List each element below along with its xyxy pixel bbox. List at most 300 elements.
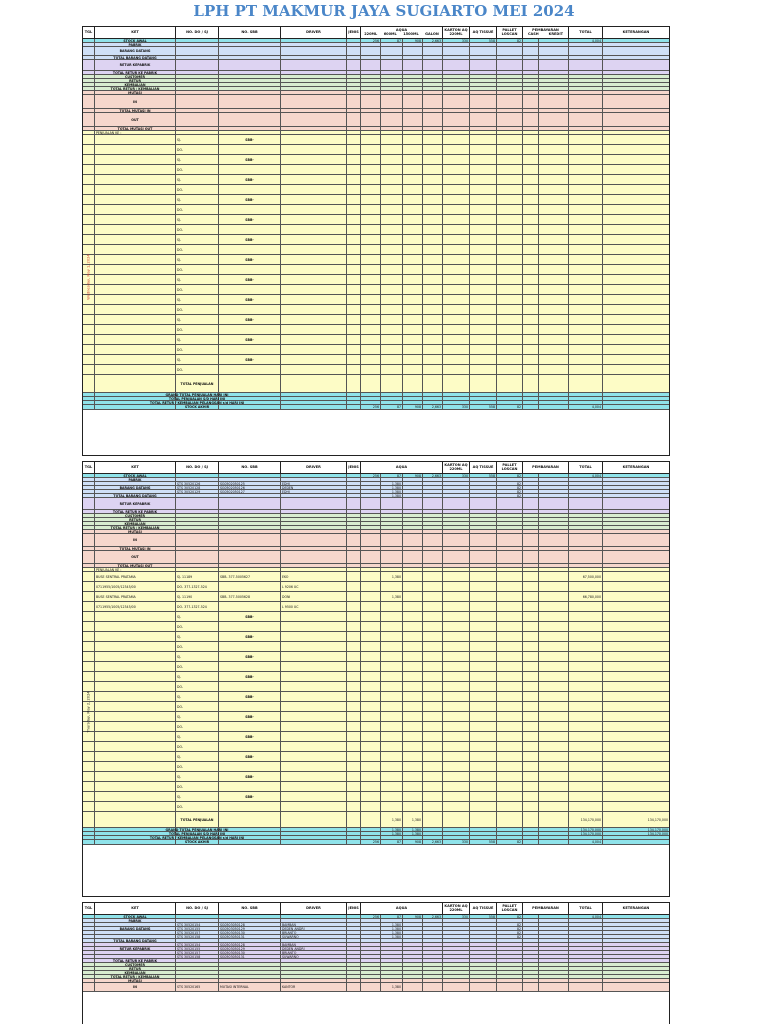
cell-tot — [569, 195, 603, 204]
cell-pal — [497, 534, 523, 546]
cell-a4 — [423, 355, 443, 364]
cell-sbb — [219, 75, 281, 78]
cell-a3 — [403, 652, 423, 661]
cell-p2 — [539, 245, 569, 254]
cell-a4 — [423, 91, 443, 94]
cell-do: DO- 377-1327-524 — [176, 602, 219, 611]
cell-a2: 1,380 — [381, 494, 403, 497]
cell-tgl — [83, 405, 95, 409]
cell-drv — [281, 662, 347, 671]
cell-kar — [443, 87, 470, 90]
cell-pal: 82 — [497, 39, 523, 42]
cell-tgl — [83, 592, 95, 601]
cell-a3 — [403, 568, 423, 571]
cell-p2 — [539, 836, 569, 839]
cell-kar — [443, 592, 470, 601]
cell-p2 — [539, 582, 569, 591]
cell-do: SJ- — [176, 792, 219, 801]
cell-jen — [347, 971, 361, 974]
cell-pal — [497, 642, 523, 651]
cell-jen — [347, 572, 361, 581]
cell-tot — [569, 83, 603, 86]
cell-pal — [497, 195, 523, 204]
cell-p2 — [539, 401, 569, 404]
cell-kar — [443, 959, 470, 962]
cell-a1 — [361, 285, 381, 294]
cell-ket — [95, 622, 176, 631]
cell-kt — [603, 963, 669, 966]
cell-drv — [281, 345, 347, 354]
cell-a2: 87 — [381, 840, 403, 844]
cell-aq — [470, 155, 497, 164]
cell-a2 — [381, 131, 403, 134]
cell-ket — [95, 782, 176, 791]
cell-a2 — [381, 255, 403, 264]
cell-p2 — [539, 75, 569, 78]
cell-pal — [497, 131, 523, 134]
cell-a1 — [361, 325, 381, 334]
cell-jen — [347, 534, 361, 546]
cell-a3 — [403, 592, 423, 601]
cell-do — [176, 547, 219, 550]
cell-kar — [443, 510, 470, 513]
cell-jen — [347, 474, 361, 477]
cell-p2 — [539, 622, 569, 631]
cell-do: SJ- — [176, 135, 219, 144]
cell-kar — [443, 522, 470, 525]
cell-tot — [569, 135, 603, 144]
cell-pal — [497, 530, 523, 533]
cell-kar — [443, 145, 470, 154]
cell-a2: 1,380 — [381, 935, 403, 938]
cell-aq — [470, 490, 497, 493]
cell-aq — [470, 547, 497, 550]
cell-pal — [497, 712, 523, 721]
cell-ket — [95, 235, 176, 244]
cell-pal — [497, 79, 523, 82]
cell-aq — [470, 335, 497, 344]
cell-a1 — [361, 518, 381, 521]
cell-a1: 256 — [361, 39, 381, 42]
cell-aq — [470, 175, 497, 184]
cell-tot — [569, 265, 603, 274]
sales-sj-row — [83, 672, 669, 682]
cell-pal — [497, 602, 523, 611]
cell-drv — [281, 56, 347, 59]
cell-p2 — [539, 510, 569, 513]
cell-a2 — [381, 692, 403, 701]
cell-a4 — [423, 652, 443, 661]
cell-kar: 330 — [443, 474, 470, 477]
cell-ket — [95, 155, 176, 164]
cell-tgl — [83, 75, 95, 78]
cell-do — [176, 474, 219, 477]
sales-sj-row — [83, 275, 669, 285]
cell-aq — [470, 355, 497, 364]
cell-a1 — [361, 927, 381, 930]
cell-p1 — [523, 828, 539, 831]
cell-ket — [95, 295, 176, 304]
cell-jen — [347, 943, 361, 946]
cell-a2 — [381, 185, 403, 194]
cell-p1 — [523, 971, 539, 974]
cell-p1 — [523, 530, 539, 533]
cell-drv — [281, 75, 347, 78]
cell-do: SJ- — [176, 752, 219, 761]
cell-jen — [347, 551, 361, 563]
cell-a4 — [423, 335, 443, 344]
sales-do-row — [83, 245, 669, 255]
cell-kt — [603, 397, 669, 400]
cell-p1 — [523, 692, 539, 701]
cell-a2 — [381, 534, 403, 546]
cell-kt — [603, 285, 669, 294]
cell-a1 — [361, 812, 381, 827]
cell-p2 — [539, 915, 569, 918]
cell-a1 — [361, 215, 381, 224]
cell-jen — [347, 939, 361, 942]
cell-do: DO- — [176, 702, 219, 711]
cell-kt — [603, 712, 669, 721]
cell-drv — [281, 71, 347, 74]
cell-p1 — [523, 979, 539, 982]
cell-aq — [470, 919, 497, 922]
cell-jen — [347, 155, 361, 164]
cell-kt — [603, 530, 669, 533]
cell-kar: 330 — [443, 39, 470, 42]
cell-p1 — [523, 215, 539, 224]
cell-p2 — [539, 235, 569, 244]
cell-p1 — [523, 752, 539, 761]
cell-jen — [347, 255, 361, 264]
cell-p1 — [523, 131, 539, 134]
cell-sbb: SBB- — [219, 712, 281, 721]
cell-p1 — [523, 482, 539, 485]
cell-kar — [443, 155, 470, 164]
cell-aq — [470, 530, 497, 533]
cell-a2 — [381, 662, 403, 671]
cell-do: SJ- — [176, 295, 219, 304]
cell-ket: BARANG DATANG — [95, 927, 176, 930]
cell-tot: 134,170,000 — [569, 832, 603, 835]
cell-pal — [497, 979, 523, 982]
cell-kt — [603, 405, 669, 409]
cell-kar — [443, 185, 470, 194]
cell-jen — [347, 923, 361, 926]
cell-a2 — [381, 215, 403, 224]
cell-sbb: SG0503050128 — [219, 943, 281, 946]
cell-kt — [603, 87, 669, 90]
cell-sbb — [219, 401, 281, 404]
cell-p1 — [523, 275, 539, 284]
cell-kar — [443, 494, 470, 497]
cell-p2 — [539, 979, 569, 982]
cell-a2 — [381, 113, 403, 126]
cell-a2 — [381, 752, 403, 761]
cell-a2 — [381, 95, 403, 108]
cell-a2: 87 — [381, 474, 403, 477]
cell-a2 — [381, 165, 403, 174]
cell-jen — [347, 752, 361, 761]
cell-a2 — [381, 205, 403, 214]
cell-p1 — [523, 345, 539, 354]
cell-ket: TOTAL RETUR / KEMBALIAN — [95, 87, 176, 90]
cell-drv — [281, 534, 347, 546]
cell-kt — [603, 915, 669, 918]
cell-a1 — [361, 47, 381, 55]
cell-a2 — [381, 355, 403, 364]
cell-a2 — [381, 56, 403, 59]
cell-tgl — [83, 83, 95, 86]
cell-kar — [443, 652, 470, 661]
cell-jen — [347, 375, 361, 392]
cell-p1 — [523, 951, 539, 954]
cell-a4 — [423, 514, 443, 517]
cell-ket: 0711955/1005/12345/00 — [95, 602, 176, 611]
cell-kar — [443, 135, 470, 144]
header-aqua: AQUA — [361, 462, 443, 473]
cell-pal — [497, 836, 523, 839]
cell-jen — [347, 75, 361, 78]
cell-p1 — [523, 83, 539, 86]
cell-tot — [569, 71, 603, 74]
cell-a3 — [403, 602, 423, 611]
header-sbb: NO. SBB — [219, 27, 281, 38]
cell-jen — [347, 568, 361, 571]
header-sbb: NO. SBB — [219, 903, 281, 914]
cell-tot — [569, 772, 603, 781]
cell-a4 — [423, 682, 443, 691]
cell-a1 — [361, 175, 381, 184]
cell-a4 — [423, 983, 443, 991]
cell-drv — [281, 39, 347, 42]
header-do: NO. DO / SJ — [176, 462, 219, 473]
cell-kar — [443, 195, 470, 204]
cell-kt — [603, 652, 669, 661]
cell-p2 — [539, 522, 569, 525]
cell-tot — [569, 145, 603, 154]
cell-a1 — [361, 490, 381, 493]
cell-ket — [95, 175, 176, 184]
header-kredit: KREDIT — [548, 31, 564, 36]
cell-jen — [347, 315, 361, 324]
cell-a3: 1,380 — [403, 812, 423, 827]
cell-tgl — [83, 401, 95, 404]
header-total: TOTAL — [569, 462, 603, 473]
cell-kt — [603, 255, 669, 264]
cell-p2 — [539, 498, 569, 509]
cell-tgl — [83, 534, 95, 546]
cell-drv — [281, 547, 347, 550]
cell-aq — [470, 295, 497, 304]
cell-a2 — [381, 762, 403, 771]
cell-p1 — [523, 175, 539, 184]
cell-a3 — [403, 145, 423, 154]
cell-sbb — [219, 915, 281, 918]
header-aqtissue: AQ TISSUE — [470, 462, 497, 473]
header-ket: KET — [95, 462, 176, 473]
cell-tot — [569, 397, 603, 400]
cell-sbb — [219, 113, 281, 126]
cell-ket: PABRIK — [95, 43, 176, 46]
cell-drv: DONI — [281, 592, 347, 601]
cell-do: DO- — [176, 265, 219, 274]
cell-jen — [347, 127, 361, 130]
cell-tgl — [83, 931, 95, 934]
cell-pal — [497, 225, 523, 234]
cell-a1 — [361, 109, 381, 112]
cell-a4 — [423, 490, 443, 493]
cell-sbb: SBB- — [219, 335, 281, 344]
cell-tgl — [83, 530, 95, 533]
cell-do: SJ- 11190 — [176, 592, 219, 601]
cell-drv — [281, 979, 347, 982]
cell-p1 — [523, 712, 539, 721]
cell-aq — [470, 963, 497, 966]
cell-p2 — [539, 175, 569, 184]
cell-aq — [470, 602, 497, 611]
cell-kar — [443, 951, 470, 954]
cell-tot — [569, 672, 603, 681]
cell-drv — [281, 175, 347, 184]
cell-kt — [603, 145, 669, 154]
cell-a1 — [361, 315, 381, 324]
barang-datang-row — [83, 47, 669, 56]
cell-kar — [443, 772, 470, 781]
cell-ket: BUSE SENTRAL PRATAMA — [95, 572, 176, 581]
cell-a1 — [361, 592, 381, 601]
cell-aq — [470, 235, 497, 244]
cell-jen — [347, 295, 361, 304]
cell-aq — [470, 652, 497, 661]
cell-a4 — [423, 60, 443, 70]
cell-a4 — [423, 612, 443, 621]
cell-do — [176, 131, 219, 134]
cell-a2 — [381, 526, 403, 529]
cell-kar — [443, 802, 470, 811]
cell-a2 — [381, 971, 403, 974]
cell-ket — [95, 612, 176, 621]
cell-pal — [497, 71, 523, 74]
cell-jen — [347, 245, 361, 254]
cell-tot — [569, 551, 603, 563]
cell-aq — [470, 95, 497, 108]
cell-aq — [470, 393, 497, 396]
cell-ket — [95, 692, 176, 701]
cell-tgl — [83, 622, 95, 631]
cell-aq — [470, 365, 497, 374]
cell-aq — [470, 113, 497, 126]
cell-kt — [603, 514, 669, 517]
cell-a4 — [423, 919, 443, 922]
cell-do: STS 30520165 — [176, 983, 219, 991]
cell-p1 — [523, 393, 539, 396]
cell-kar — [443, 482, 470, 485]
cell-kt — [603, 742, 669, 751]
cell-sbb: SG0503050129 — [219, 927, 281, 930]
cell-aq — [470, 572, 497, 581]
cell-p2 — [539, 722, 569, 731]
cell-drv — [281, 47, 347, 55]
cell-jen — [347, 135, 361, 144]
cell-pal — [497, 652, 523, 661]
header-a2: 600ML — [383, 31, 397, 36]
cell-kt — [603, 295, 669, 304]
cell-pal — [497, 498, 523, 509]
cell-kt — [603, 39, 669, 42]
cell-p2 — [539, 632, 569, 641]
cell-sbb — [219, 722, 281, 731]
cell-do — [176, 494, 219, 497]
cell-drv — [281, 682, 347, 691]
cell-a1 — [361, 355, 381, 364]
sales-do-row — [83, 325, 669, 335]
cell-a4 — [423, 975, 443, 978]
cell-kt — [603, 393, 669, 396]
cell-a1 — [361, 195, 381, 204]
cell-a1 — [361, 397, 381, 400]
cell-kar — [443, 983, 470, 991]
cell-a1 — [361, 534, 381, 546]
cell-do — [176, 971, 219, 974]
cell-aq — [470, 551, 497, 563]
cell-sbb: SBB- — [219, 155, 281, 164]
cell-drv — [281, 702, 347, 711]
cell-aq — [470, 514, 497, 517]
cell-p1 — [523, 245, 539, 254]
cell-ket — [95, 702, 176, 711]
cell-drv: EDHI — [281, 490, 347, 493]
cell-aq: 558 — [470, 915, 497, 918]
cell-drv — [281, 836, 347, 839]
cell-sbb — [219, 345, 281, 354]
cell-jen — [347, 60, 361, 70]
cell-a3 — [403, 295, 423, 304]
cell-kar — [443, 285, 470, 294]
cell-a3 — [403, 572, 423, 581]
mutasi-out-row — [83, 551, 669, 564]
cell-ket — [95, 662, 176, 671]
cell-pal — [497, 742, 523, 751]
cell-a4 — [423, 113, 443, 126]
cell-aq — [470, 712, 497, 721]
cell-a3 — [403, 95, 423, 108]
cell-do: DO- — [176, 345, 219, 354]
cell-do — [176, 979, 219, 982]
cell-kt — [603, 975, 669, 978]
cell-jen — [347, 832, 361, 835]
cell-pal — [497, 939, 523, 942]
cell-kar — [443, 305, 470, 314]
cell-do: TOTAL RETUR / KEMBALIAN PELANGGAN s/d HARI INI — [149, 835, 245, 840]
cell-a4 — [423, 963, 443, 966]
header-tgl: TGL — [83, 27, 95, 38]
cell-aq — [470, 494, 497, 497]
cell-a1 — [361, 43, 381, 46]
cell-a4 — [423, 742, 443, 751]
cell-aq — [470, 732, 497, 741]
cell-ket: TOTAL MUTASI IN — [95, 547, 176, 550]
cell-pal — [497, 632, 523, 641]
sales-do-row — [83, 165, 669, 175]
cell-kt — [603, 79, 669, 82]
cell-jen — [347, 325, 361, 334]
cell-kar — [443, 963, 470, 966]
cell-a4 — [423, 979, 443, 982]
cell-do — [176, 498, 219, 509]
cell-pal — [497, 325, 523, 334]
cell-drv — [281, 393, 347, 396]
